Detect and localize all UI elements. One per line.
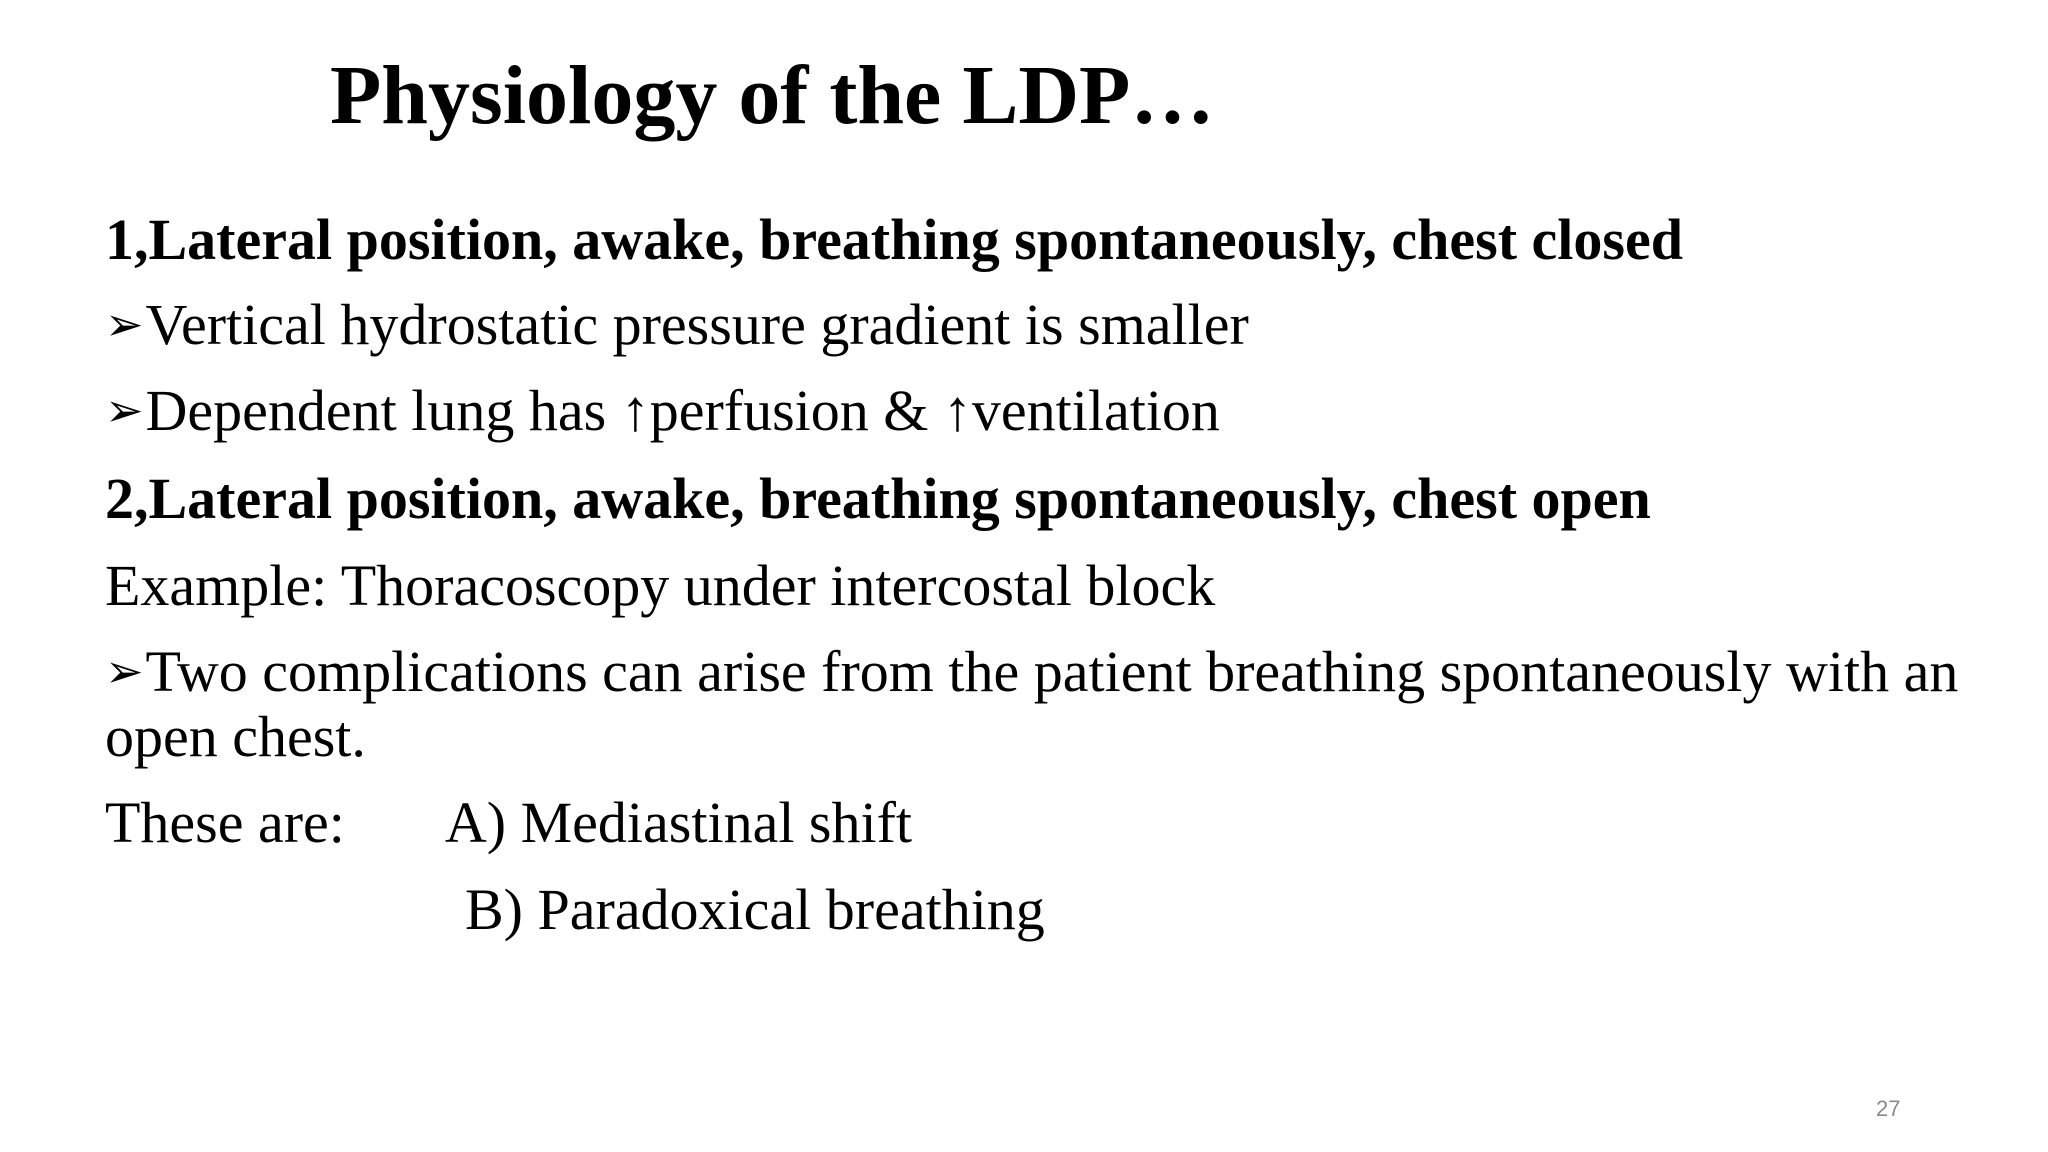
example-text: Example: Thoracoscopy under intercostal block [105,553,1216,618]
bullet-text: Dependent lung has ↑perfusion & ↑ventilation [145,378,1220,443]
arrowhead-bullet-icon: ➢ [105,297,144,351]
bullet-item [105,292,1249,359]
section-2-heading: 2,Lateral position, awake, breathing spontaneously, chest open [105,466,1651,531]
slide-title: Physiology of the LDP… [330,49,1215,142]
page-number: 27 [1876,1096,1901,1121]
bullet-item [105,640,1985,770]
arrowhead-bullet-icon: ➢ [105,383,144,437]
section-1-heading: 1,Lateral position, awake, breathing spontaneously, chest closed [105,207,1683,272]
list-item: A) Mediastinal shift [444,790,913,855]
bullet-text: Two complications can arise from the patient breathing spontaneously with an open chest. [105,639,1959,769]
list-row [105,790,912,857]
arrowhead-bullet-icon: ➢ [105,644,144,698]
list-intro: These are: [105,790,345,855]
bullet-item [105,378,1220,445]
list-item: B) Paradoxical breathing [465,877,1045,942]
bullet-text: Vertical hydrostatic pressure gradient is smaller [145,292,1249,357]
